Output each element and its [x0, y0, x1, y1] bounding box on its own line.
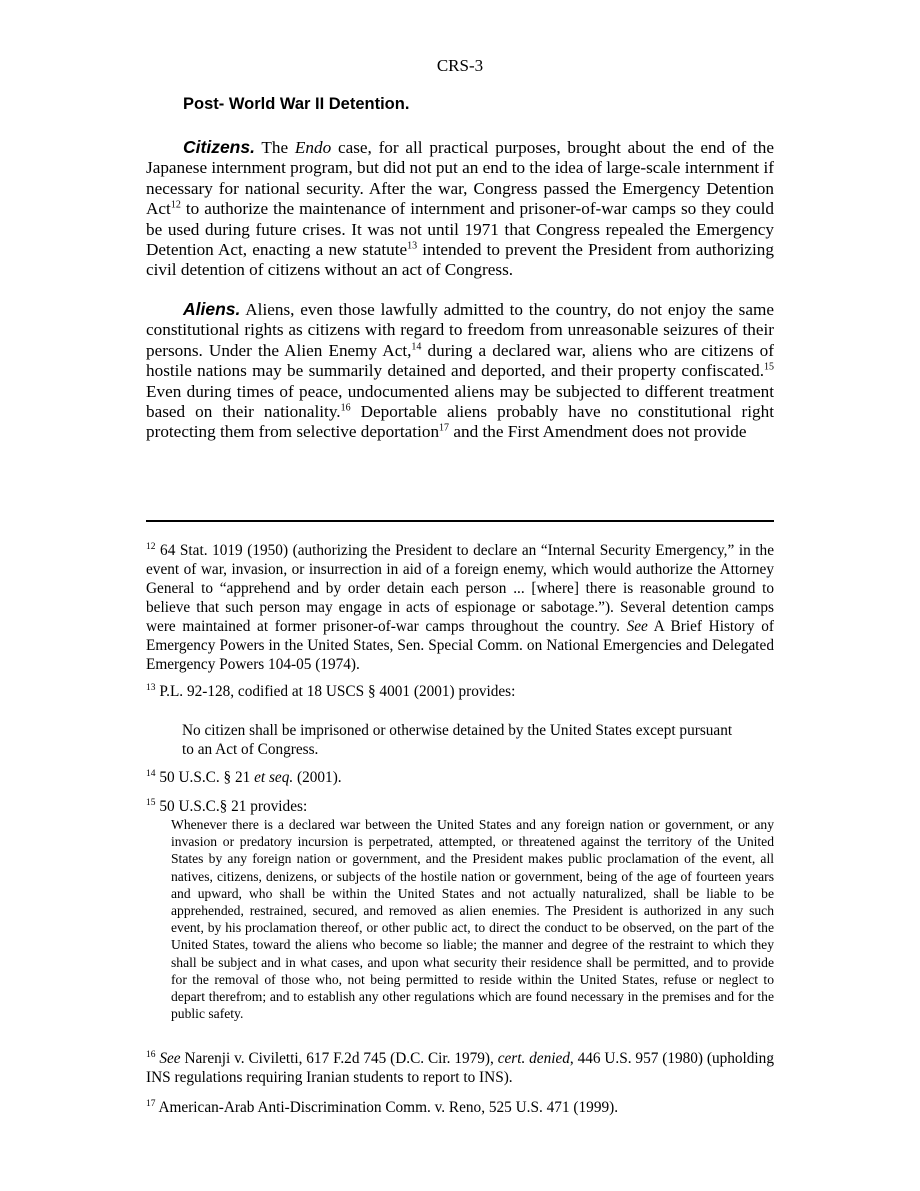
- citizens-text: case, for all practical purposes, brought about the end of the Japanese internment program, but did not put an end to the idea of large-scale internment if necessary for national security. After the war, Congress passed the Emergency Detention Act: [146, 138, 774, 219]
- aliens-paragraph: [146, 299, 774, 443]
- footnote-15-quote: Whenever there is a declared war between the United States and any foreign nation or government, or any invasion or predatory incursion is perpetrated, attempted, or threatened against the territory of the United States by any foreign nation or government, and the President makes public proclamation of the event, all natives, citizens, denizens, or subjects of the hostile nation or government, being of the age of fourteen years and upward, who shall be within the United States and not actually naturalized, shall be liable to be apprehended, restrained, secured, and removed as alien enemies. The President is authorized in any such event, by his proclamation thereof, or other public act, to direct the conduct to be observed, on the part of the United States, toward the aliens who become so liable; the manner and degree of the restraint to which they shall be subject and in what cases, and upon what security their residence shall be permitted, and to provide for the removal of those who, not being permitted to reside within the United States, refuse or neglect to depart therefrom; and to establish any other regulations which are found necessary in the premises and for the public safety.: [171, 817, 774, 1022]
- footnote-text: P.L. 92-128, codified at 18 USCS § 4001 (2001) provides:: [155, 683, 516, 700]
- citizens-text: The: [254, 138, 295, 157]
- footnote-text: Narenji v. Civiletti, 617 F.2d 745 (D.C. Cir. 1979),: [180, 1050, 498, 1067]
- footnote-ref-15[interactable]: 15: [764, 361, 774, 373]
- footnote-17: [146, 1098, 774, 1117]
- page-number-header: CRS-3: [436, 56, 484, 75]
- footnote-16: [146, 1049, 774, 1087]
- footnote-text: American-Arab Anti-Discrimination Comm. v. Reno, 525 U.S. 471 (1999).: [155, 1099, 619, 1116]
- signal-see: See: [626, 618, 648, 635]
- citizens-text: intended to prevent the President from authorizing civil detention of citizens without an act of Congress.: [146, 240, 774, 280]
- aliens-run-head: Aliens.: [183, 299, 241, 319]
- footnote-13-quote: No citizen shall be imprisoned or otherwise detained by the United States except pursuant to an Act of Congress.: [182, 722, 733, 758]
- citizens-run-head: Citizens.: [183, 137, 255, 157]
- footnote-ref-12[interactable]: 12: [170, 199, 181, 211]
- footnote-number: 14: [146, 768, 156, 779]
- footnote-text: , 446 U.S. 957 (1980) (upholding INS regulations requiring Iranian students to report to INS).: [146, 1050, 774, 1086]
- footnote-ref-17[interactable]: 17: [439, 422, 450, 434]
- footnote-number: 17: [146, 1098, 156, 1109]
- citizens-paragraph: [146, 137, 774, 281]
- footnote-12: [146, 541, 774, 674]
- signal-see: See: [159, 1050, 181, 1067]
- footnote-ref-14[interactable]: 14: [411, 341, 422, 353]
- et-seq: et seq.: [254, 769, 294, 786]
- footnote-14: [146, 768, 774, 787]
- footnote-number: 15: [146, 797, 156, 808]
- footnote-15: [146, 797, 774, 816]
- footnote-ref-13[interactable]: 13: [407, 240, 418, 252]
- aliens-text: during a declared war, aliens who are citizens of hostile nations may be summarily detained and deported, and their property confiscated.: [146, 340, 775, 381]
- footnote-number: 12: [146, 541, 156, 552]
- footnote-ref-16[interactable]: 16: [340, 402, 351, 414]
- footnote-text: A Brief History of Emergency Powers in the United States, Sen. Special Comm. on National Emergencies and Delegated Emergency Powers 104-05 (1974).: [146, 618, 774, 673]
- citizens-text: to authorize the maintenance of internment and prisoner-of-war camps so they could be used during future crises. It was not until 1971 that Congress repealed the Emergency Detention Act, enacting a new statute: [146, 199, 774, 260]
- endo-case-name: Endo: [294, 138, 332, 157]
- cert-denied: cert. denied: [497, 1050, 570, 1067]
- section-title: Post- World War II Detention.: [183, 95, 410, 113]
- footnote-13: [146, 682, 774, 701]
- footnote-text: 64 Stat. 1019 (1950) (authorizing the President to declare an “Internal Security Emergency,” in the event of war, invasion, or insurrection in aid of a foreign enemy, which would authorize the Attorney General to “apprehend and by order detain each person ... [where] there is reasonable ground to believe that such person may engage in acts of espionage or sabotage.”). Several detention camps were maintained at former prisoner-of-war camps throughout the country.: [146, 542, 774, 635]
- footnote-number: 13: [146, 682, 156, 693]
- aliens-text: Even during times of peace, undocumented aliens may be subjected to different treatment based on their nationality.: [146, 381, 774, 422]
- aliens-text: Aliens, even those lawfully admitted to the country, do not enjoy the same constitutional rights as citizens with regard to freedom from unreasonable seizures of their persons. Under the Alien Enemy Act,: [146, 300, 774, 360]
- footnote-text: 50 U.S.C. § 21: [155, 769, 255, 786]
- footnote-text: (2001).: [293, 769, 342, 786]
- footnote-number: 16: [146, 1049, 156, 1060]
- footnote-text: 50 U.S.C.§ 21 provides:: [155, 798, 308, 815]
- aliens-text: and the First Amendment does not provide: [449, 422, 747, 442]
- aliens-text: Deportable aliens probably have no constitutional right protecting them from selective deportation: [146, 402, 774, 442]
- footnote-divider: [146, 520, 774, 522]
